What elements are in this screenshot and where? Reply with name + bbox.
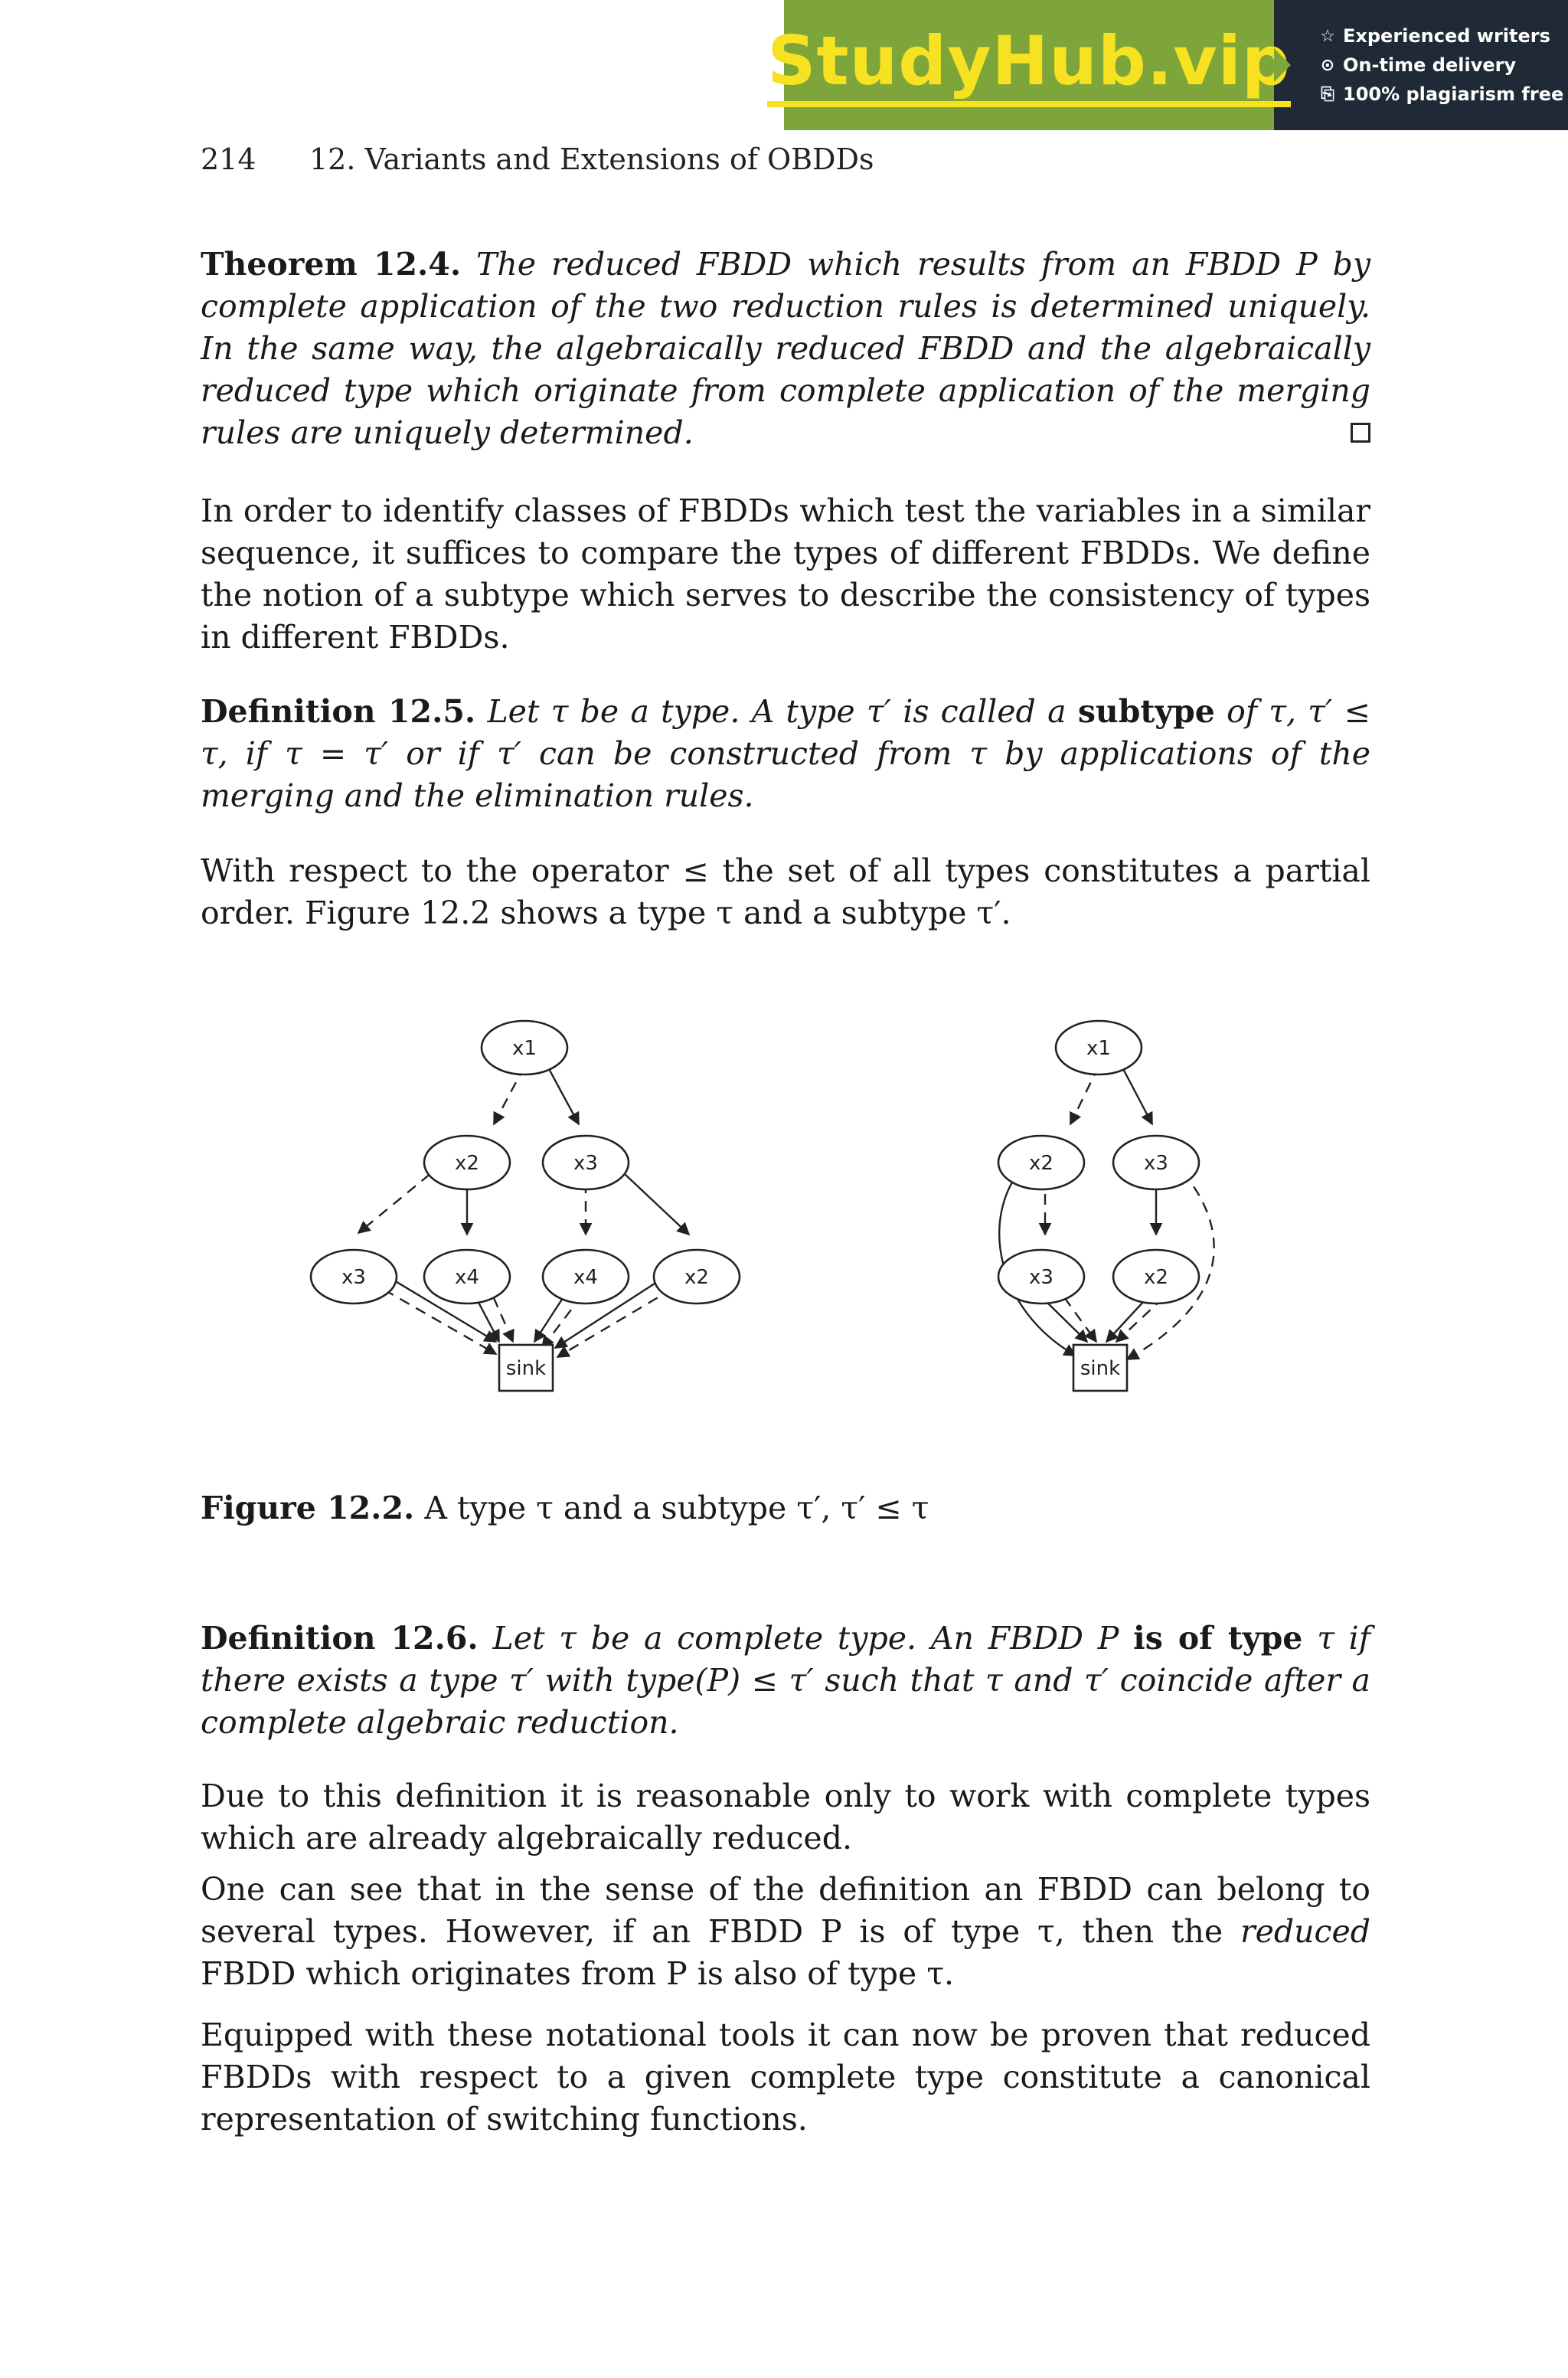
sink-node [499, 1345, 553, 1391]
paragraph: Equipped with these notational tools it can now be proven that reduced FBDDs with respect to a given complete type constitute a canonical representation of switching functions. [201, 2017, 1370, 2138]
graph-node [654, 1250, 740, 1303]
graph-node [543, 1250, 629, 1303]
definition-text: Let τ be a complete type. An FBDD P [492, 1620, 1119, 1657]
node-label: x1 [1086, 1037, 1111, 1060]
logo-text: StudyHub.vip [767, 23, 1291, 107]
running-head [201, 142, 874, 176]
definition-12-6 [201, 1617, 1370, 1744]
definition-term: is of type [1133, 1620, 1303, 1657]
feature-label: On-time delivery [1343, 54, 1517, 76]
figure-svg [291, 1011, 1286, 1447]
paragraph: With respect to the operator ≤ the set of all types constitutes a partial order. Figure 12.2 shows a type τ and a subtype τ′. [201, 852, 1370, 931]
feature-item [1318, 54, 1568, 76]
right-graph-edges [999, 1066, 1214, 1359]
node-label: sink [505, 1357, 547, 1380]
star-icon: ☆ [1320, 26, 1335, 46]
node-label: x3 [1029, 1266, 1054, 1289]
caption-label: Figure 12.2. [201, 1490, 415, 1526]
definition-text: of τ, τ′ ≤ τ, if τ = τ′ or if τ′ can be constructed from τ by applications of the merging and the elimination rules. [201, 693, 1370, 814]
document-icon: ⎘ [1321, 84, 1334, 104]
promo-banner[interactable] [767, 0, 1568, 130]
graph-node [1113, 1250, 1199, 1303]
paragraph-text: FBDD which originates from P is also of type τ. [201, 1955, 955, 1992]
sink-node [1073, 1345, 1127, 1391]
node-label: x3 [341, 1266, 366, 1289]
graph-node [311, 1250, 397, 1303]
graph-node [424, 1136, 510, 1189]
graph-node [543, 1136, 629, 1189]
node-label: x4 [455, 1266, 479, 1289]
node-label: x1 [512, 1037, 537, 1060]
banner-features [1274, 0, 1568, 130]
definition-label: Definition 12.5. [201, 693, 476, 730]
feature-item [1318, 25, 1568, 47]
paragraph: Due to this definition it is reasonable only to work with complete types which are already algebraically reduced. [201, 1778, 1370, 1856]
definition-text: Let τ be a type. A type τ′ is called a [487, 693, 1067, 730]
graph-node [1113, 1136, 1199, 1189]
graph-node [998, 1136, 1084, 1189]
graph-node [1056, 1021, 1142, 1075]
clock-icon: ⊙ [1320, 55, 1335, 75]
graph-node [998, 1250, 1084, 1303]
paragraph: In order to identify classes of FBDDs which test the variables in a similar sequence, it suffices to compare the types of different FBDDs. We define the notion of a subtype which serves to describe the consistency of types in different FBDDs. [201, 492, 1370, 656]
node-label: x4 [573, 1266, 598, 1289]
node-label: x2 [455, 1152, 479, 1175]
page-number: 214 [201, 142, 256, 176]
definition-term: subtype [1077, 693, 1215, 730]
definition-12-5 [201, 691, 1370, 817]
paragraph-text: One can see that in the sense of the definition an FBDD can belong to several types. However, if an FBDD P is of type τ, then the [201, 1871, 1370, 1950]
node-label: x2 [1029, 1152, 1054, 1175]
banner-arrow [1274, 48, 1291, 82]
node-label: x2 [1144, 1266, 1168, 1289]
theorem-label: Theorem 12.4. [201, 246, 462, 283]
left-graph-edges [352, 1066, 689, 1357]
feature-item [1318, 83, 1568, 105]
qed-box-icon [1351, 423, 1370, 443]
node-label: x3 [573, 1152, 598, 1175]
feature-label: 100% plagiarism free [1343, 83, 1564, 105]
chapter-title: 12. Variants and Extensions of OBDDs [309, 142, 874, 176]
definition-text: τ if there exists a type τ′ with type(P) ≤ τ′ such that τ and τ′ coincide after a complete algebraic reduction. [201, 1620, 1370, 1741]
theorem-text: The reduced FBDD which results from an FBDD P by complete application of the two reduction rules is determined uniquely. In the same way, the algebraically reduced FBDD and the algebraically reduced type which originate from complete application of the merging rules are uniquely determined. [201, 246, 1370, 451]
emphasis-text: reduced [1240, 1913, 1370, 1950]
graph-node [424, 1250, 510, 1303]
node-label: sink [1080, 1357, 1121, 1380]
figure-caption [201, 1487, 929, 1529]
node-label: x2 [684, 1266, 709, 1289]
definition-label: Definition 12.6. [201, 1620, 479, 1657]
caption-text: A type τ and a subtype τ′, τ′ ≤ τ [424, 1490, 929, 1526]
figure-12-2 [291, 1011, 1286, 1447]
banner-logo[interactable] [767, 0, 1291, 130]
node-label: x3 [1144, 1152, 1168, 1175]
feature-label: Experienced writers [1343, 25, 1550, 47]
left-graph-nodes [311, 1021, 740, 1391]
graph-node [482, 1021, 567, 1075]
paragraph [201, 1869, 1370, 1995]
theorem-12-4 [201, 244, 1370, 454]
right-graph-nodes [998, 1021, 1199, 1391]
